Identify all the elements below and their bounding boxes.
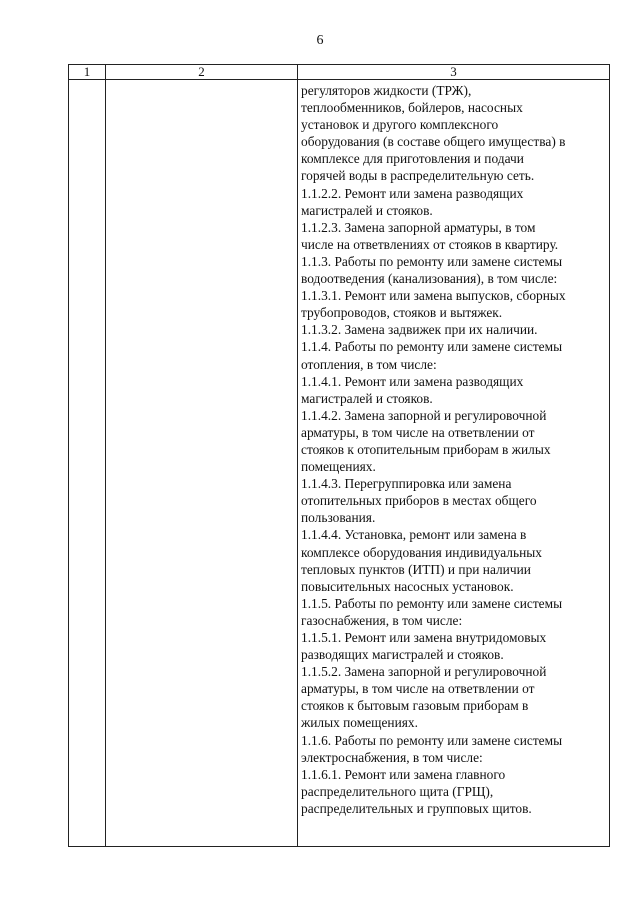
text-line: 1.1.6.1. Ремонт или замена главного — [301, 766, 506, 782]
text-line: распределительных и групповых щитов. — [301, 800, 532, 816]
text-line: комплексе оборудования индивидуальных — [301, 544, 542, 560]
text-line: отопительных приборов в местах общего — [301, 493, 537, 509]
table-header-row — [69, 65, 610, 80]
text-line: 1.1.4. Работы по ремонту или замене системы — [301, 339, 563, 355]
document-table — [68, 64, 610, 847]
text-line: арматуры, в том числе на ответвлении от — [301, 424, 535, 440]
column-header-3: 3 — [298, 65, 610, 80]
text-line: 1.1.4.3. Перегруппировка или замена — [301, 476, 512, 492]
text-line: газоснабжения, в том числе: — [301, 612, 463, 628]
text-line: 1.1.3.1. Ремонт или замена выпусков, сборных — [301, 288, 566, 304]
text-line: 1.1.2.2. Ремонт или замена разводящих — [301, 185, 524, 201]
text-line: 1.1.3.2. Замена задвижек при их наличии. — [301, 322, 538, 338]
text-line: распределительного щита (ГРЩ), — [301, 783, 494, 799]
text-line: разводящих магистралей и стояков. — [301, 647, 504, 663]
text-line: оборудования (в составе общего имущества) в — [301, 134, 566, 150]
text-line: помещениях. — [301, 459, 376, 475]
text-line: тепловых пунктов (ИТП) и при наличии — [301, 561, 531, 577]
column-header-2: 2 — [106, 65, 298, 80]
text-line: магистралей и стояков. — [301, 202, 433, 218]
text-line: теплообменников, бойлеров, насосных — [301, 100, 523, 116]
cell-column-2 — [106, 80, 298, 847]
text-line: стояков к отопительным приборам в жилых — [301, 441, 551, 457]
text-line: 1.1.6. Работы по ремонту или замене системы — [301, 732, 563, 748]
text-line: установок и другого комплексного — [301, 117, 499, 133]
text-line: жилых помещениях. — [301, 715, 418, 731]
text-line: регуляторов жидкости (ТРЖ), — [301, 83, 472, 98]
text-line: 1.1.4.1. Ремонт или замена разводящих — [301, 373, 524, 389]
text-line: электроснабжения, в том числе: — [301, 749, 483, 765]
text-line: 1.1.5.2. Замена запорной и регулировочной — [301, 664, 547, 680]
text-line: арматуры, в том числе на ответвлении от — [301, 681, 535, 697]
text-line: стояков к бытовым газовым приборам в — [301, 698, 529, 714]
text-line: 1.1.3. Работы по ремонту или замене системы — [301, 253, 563, 269]
text-line: 1.1.2.3. Замена запорной арматуры, в том — [301, 219, 536, 235]
text-line: повысительных насосных установок. — [301, 578, 514, 594]
text-line: комплексе для приготовления и подачи — [301, 151, 524, 167]
text-line: числе на ответвлениях от стояков в квартиру. — [301, 236, 559, 252]
page-number: 6 — [316, 33, 324, 48]
cell-column-3 — [298, 80, 610, 847]
text-line: пользования. — [301, 510, 376, 526]
column-header-1: 1 — [69, 65, 106, 80]
text-line: трубопроводов, стояков и вытяжек. — [301, 305, 503, 321]
text-line: 1.1.4.2. Замена запорной и регулировочной — [301, 407, 547, 423]
cell-column-1 — [69, 80, 106, 847]
text-line: магистралей и стояков. — [301, 390, 433, 406]
table-row — [69, 80, 610, 847]
text-line: водоотведения (канализования), в том числе: — [301, 271, 558, 287]
text-line: 1.1.5. Работы по ремонту или замене системы — [301, 595, 563, 611]
text-line: горячей воды в распределительную сеть. — [301, 168, 535, 184]
text-line: 1.1.4.4. Установка, ремонт или замена в — [301, 527, 527, 543]
text-line: 1.1.5.1. Ремонт или замена внутридомовых — [301, 630, 547, 645]
text-line: отопления, в том числе: — [301, 356, 437, 372]
